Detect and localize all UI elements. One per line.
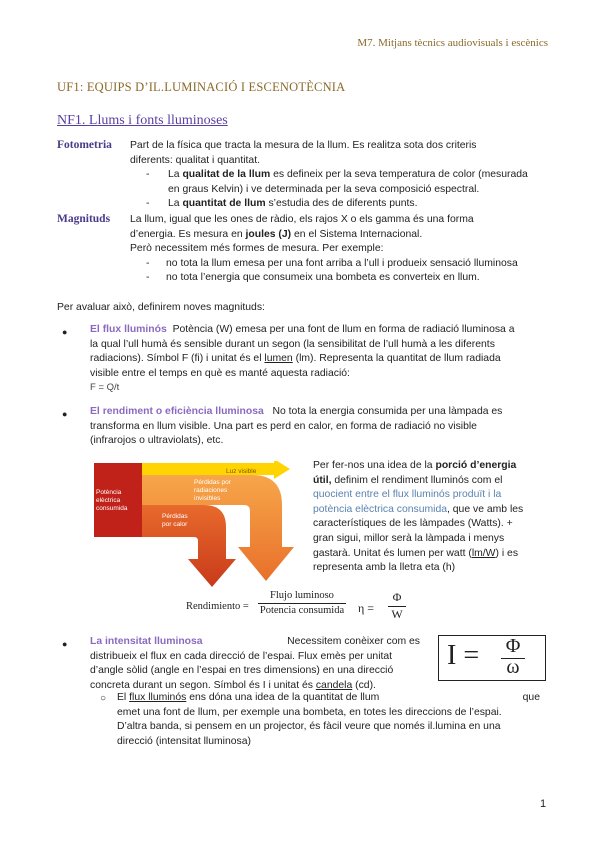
omega-symbol: ω <box>506 656 520 678</box>
phi-symbol: Φ <box>505 635 521 657</box>
text-line <box>130 228 550 243</box>
text-line: direcció (intensitat lluminosa) <box>117 735 251 747</box>
page-number: 1 <box>540 798 547 810</box>
formula-eta <box>358 592 438 622</box>
formula-numerator: Flujo luminoso <box>270 590 334 601</box>
text-line: la qual l’ull humà és sensible durant un segon (la sensibilitat de l’ull humà a les diferents <box>90 338 495 350</box>
bold-text: porció d’energia <box>435 460 517 471</box>
text: es defineix per la seva temperatura de color (mesurada <box>270 169 528 181</box>
text-line: d’angle sòlid (angle en l’espai en tres dimensions) en una direcció <box>90 665 394 677</box>
label-input-line: consumida <box>96 505 128 512</box>
text-line <box>90 352 550 367</box>
text: s’estudia des de diferents punts. <box>265 198 418 210</box>
flux-link[interactable]: flux lluminós <box>129 692 187 703</box>
running-header: M7. Mitjans tècnics audiovisuals i escènics <box>357 37 548 49</box>
text: no tota la llum emesa per una font arriba a l’ull i produeix sensació lluminosa <box>166 257 518 269</box>
bullet: ● <box>62 409 68 419</box>
section-title: NF1. Llums i fonts lluminoses <box>57 113 228 128</box>
text: d’energia. Es mesura en <box>130 228 246 240</box>
formula-denominator: Potencia consumida <box>259 605 345 616</box>
text-line: La llum, igual que les ones de ràdio, els rajos X o els gamma és una forma <box>130 214 474 225</box>
lmw-link[interactable]: lm/W <box>471 547 496 559</box>
text: Per fer-nos una idea de la <box>313 460 436 471</box>
magnituds-text <box>130 213 550 286</box>
porcio-paragraph <box>313 459 550 576</box>
fotometria-text <box>130 139 550 212</box>
label-heat-line: Pérdidas <box>162 513 188 520</box>
text: gastarà. Unitat és lumen per watt ( <box>313 547 472 559</box>
formula-label: Rendimiento = <box>186 601 249 612</box>
fraction-bar <box>258 603 346 604</box>
text-line: emet una font de llum, per exemple una bombeta, en totes les direccions de l’espai. <box>117 706 502 718</box>
text: ) i es <box>495 547 519 559</box>
text: ens dóna una idea de la quantitat de llum <box>186 692 380 703</box>
text: en el Sistema Internacional. <box>291 228 423 240</box>
dash: - <box>146 169 150 181</box>
bold-text: quantitat de llum <box>182 198 266 210</box>
text-line: quocient entre el flux lluminós produït i la <box>313 489 502 501</box>
text: La <box>168 169 183 181</box>
text-line <box>313 503 550 518</box>
dash: - <box>146 272 150 284</box>
label-invisible-line: Pérdidas por <box>194 479 231 486</box>
bullet: ● <box>62 639 68 649</box>
formula-flux: F = Q/t <box>90 382 120 394</box>
text: radiacions). Símbol F (fi) i unitat és el <box>90 353 265 365</box>
text-line: transforma en llum visible. Una part es perd en calor, en forma de radiació no visible <box>90 420 477 432</box>
text: que <box>522 692 540 703</box>
text-line: Part de la física que tracta la mesura de la llum. Es realitza sota dos criteris <box>130 140 477 151</box>
text: no tota l’energia que consumeix una bombeta es converteix en llum. <box>166 272 480 284</box>
dash: - <box>146 198 150 210</box>
text-line <box>90 323 550 338</box>
text-line: característiques de les làmpades (Watts). + <box>313 518 513 530</box>
text: Necessitem conèixer com es <box>287 636 420 647</box>
text-line: (infrarojos o ultraviolats), etc. <box>90 435 224 447</box>
label-heat <box>162 513 189 528</box>
text-line <box>313 474 550 489</box>
dash: - <box>146 257 150 269</box>
text: potència elèctrica consumida <box>313 503 447 515</box>
text-line <box>313 459 550 474</box>
formula-intensitat-box <box>438 635 546 681</box>
phi-symbol: Φ <box>392 590 402 604</box>
term-flux: El flux lluminós <box>90 324 167 335</box>
text-line <box>90 405 550 420</box>
text: La <box>168 198 183 210</box>
flux-paragraph <box>90 323 550 396</box>
text-line: representa amb la lletra eta (h) <box>313 562 456 574</box>
text-line: diferents: qualitat i quantitat. <box>130 154 260 166</box>
label-input-line: elèctrica <box>96 497 121 504</box>
term-magnituds: Magnituds <box>57 213 111 225</box>
w-symbol: W <box>391 607 403 621</box>
list-item <box>130 257 550 272</box>
bold-text: útil, <box>313 474 332 486</box>
eta-symbol: η = <box>358 601 375 615</box>
text: concreta durant un segon. Símbol és I i unitat és <box>90 679 316 691</box>
text-line: Però necessitem més formes de mesura. Per exemple: <box>130 243 384 255</box>
list-item <box>130 197 550 212</box>
text: (cd). <box>352 679 376 691</box>
bullet: ● <box>62 327 68 337</box>
energy-flow-diagram <box>94 461 300 589</box>
label-input-line: Potència <box>96 489 122 496</box>
label-visible: Luz visible <box>226 468 257 475</box>
formula-i: I = <box>447 640 480 671</box>
sub-bullet: ○ <box>100 693 107 704</box>
term-intensitat: La intensitat lluminosa <box>90 636 203 647</box>
text-line <box>90 635 420 650</box>
text-line: en graus Kelvin) i ve determinada per la seva composició espectral. <box>168 183 480 195</box>
text: El <box>117 692 130 703</box>
text-line: D’altra banda, si pensem en un projector, és fàcil veure que només il.lumina en una <box>117 721 501 733</box>
label-heat-line: por calor <box>162 521 188 528</box>
label-invisible-line: invisibles <box>194 495 221 502</box>
text: No tota la energia consumida per una làmpada es <box>272 406 503 417</box>
text: , que ve amb les <box>447 503 524 515</box>
list-item <box>130 168 550 183</box>
intensitat-sub-paragraph <box>117 691 552 749</box>
candela-link[interactable]: candela <box>315 679 353 691</box>
text: (lm). Representa la quantitat de llum radiada <box>292 353 501 365</box>
text-line <box>313 547 550 562</box>
unit-title: UF1: EQUIPS D’IL.LUMINACIÓ I ESCENOTÈCNIA <box>57 80 346 94</box>
lumen-link[interactable]: lumen <box>264 353 293 365</box>
list-item <box>130 271 550 286</box>
intro-text: Per avaluar això, definirem noves magnituds: <box>57 302 265 313</box>
intensitat-paragraph <box>90 635 420 693</box>
bold-text: qualitat de la llum <box>182 169 271 181</box>
label-invisible-line: radiaciones <box>194 487 228 494</box>
text-line: visible entre el temps en què es manté aquesta radiació: <box>90 367 350 379</box>
text: Potència (W) emesa per una font de llum en forma de radiació lluminosa a <box>172 324 515 335</box>
bold-text: joules (J) <box>245 228 292 240</box>
text-line: gran sigui, millor serà la làmpada i menys <box>313 532 505 544</box>
term-fotometria: Fotometria <box>57 139 112 151</box>
rendiment-paragraph <box>90 405 550 449</box>
term-rendiment: El rendiment o eficiència lluminosa <box>90 406 264 417</box>
text-line: distribueix el flux en cada direcció de l’espai. Flux emès per unitat <box>90 650 393 662</box>
text: definim el rendiment lluminós com el <box>331 474 503 486</box>
text-line <box>117 691 552 706</box>
